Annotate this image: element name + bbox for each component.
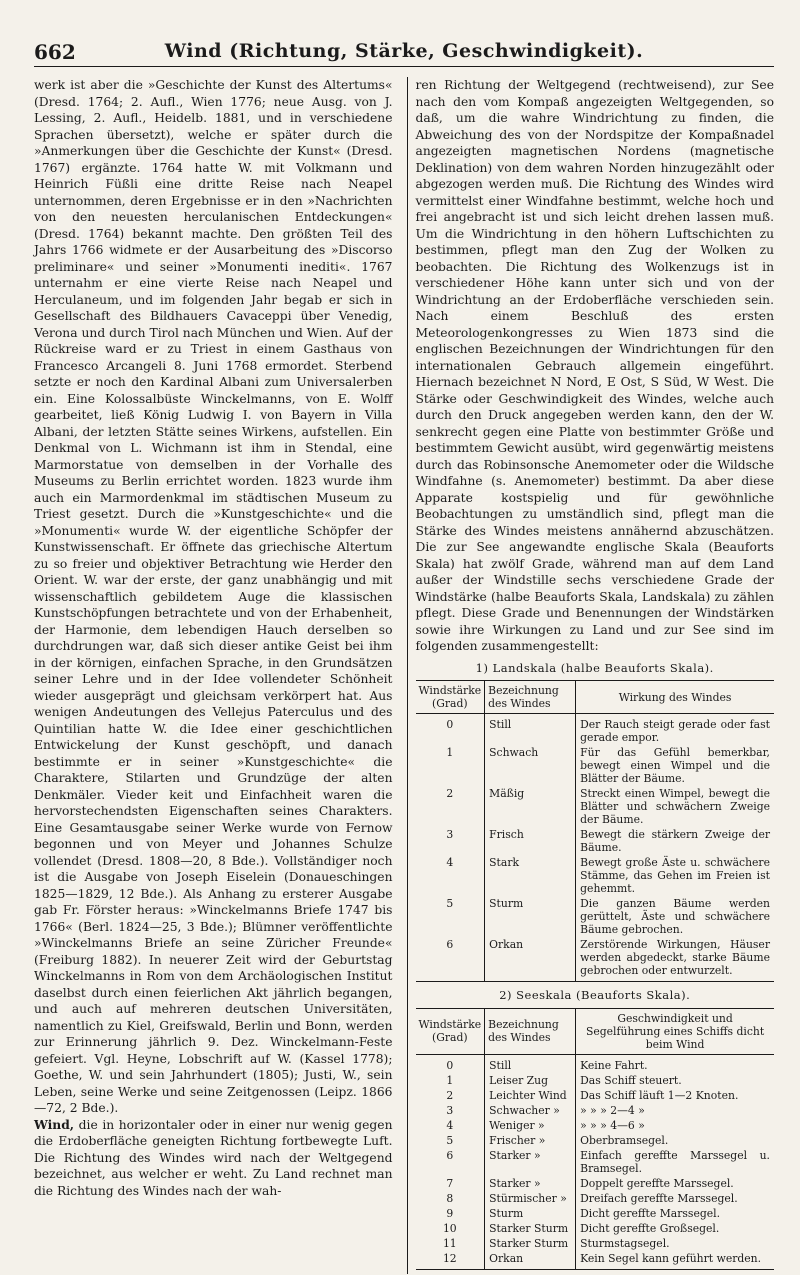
table-row <box>416 827 775 855</box>
table-row <box>416 786 775 827</box>
table-cell: 0 <box>416 714 485 746</box>
table-cell: Dicht gereffte Marssegel. <box>580 1206 721 1220</box>
table-body <box>416 714 775 982</box>
table-header: Windstärke (Grad) <box>416 1008 485 1054</box>
table-row <box>416 937 775 982</box>
table-cell: Dreifach gereffte Marssegel. <box>580 1191 738 1205</box>
table-cell: Der Rauch steigt gerade oder fast gerade empor. <box>580 718 770 744</box>
paragraph-wind-continued: ren Richtung der Weltgegend (rechtweisend), zur See nach den vom Kompaß angezeigten Weltgegenden, so daß, um die wahre Windrichtung zu finden, die Abweichung des von der Nordspitze der Kompaßnadel angezeigten magnetischen Nordens (magnetische Deklination) von dem wahren Norden hinzugezählt oder abgezogen werden muß. Die Richtung des Windes wird vermittelst einer Windfahne bestimmt, welche hoch und frei angebracht ist und sich leicht drehen lassen muß. Um die Windrichtung in den höhern Luftschichten zu bestimmen, pflegt man den Zug der Wolken zu beobachten. Die Richtung des Wolkenzugs ist in verschiedener Höhe kann unter sich und von der Windrichtung an der Erdoberfläche verschieden sein. Nach einem Beschluß des ersten Meteorologenkongresses zu Wien 1873 sind die englischen Bezeichnungen der Windrichtungen für den internationalen Gebrauch allgemein eingeführt. Hiernach bezeichnet N Nord, E Ost, S Süd, W West. Die Stärke oder Geschwindigkeit des Windes, welche auch durch den Druck angegeben werden kann, den der W. senkrecht gegen eine Platte von bestimmter Größe und bestimmtem Gewicht ausübt, wird gegenwärtig meistens durch das Robinsonsche Anemometer oder die Wildsche Windfahne (s. Anemometer) bestimmt. Da aber diese Apparate kostspielig und für gewöhnliche Beobachtungen zu umständlich sind, pflegt man die Stärke des Windes meistens annähernd abzuschätzen. Die zur See angewandte englische Skala (Beauforts Skala) hat zwölf Grade, während man auf dem Land außer der Windstille sechs verschiedene Grade der Windstärke (halbe Beauforts Skala, Landskala) zu zählen pflegt. Diese Grade und Benennungen der Windstärken sowie ihre Wirkungen zu Land und zur See sind im folgenden zusammengestellt: <box>415 78 774 653</box>
table-cell: 5 <box>416 1133 485 1148</box>
table-cell: Starker Sturm <box>485 1236 576 1251</box>
table-cell: 0 <box>416 1054 485 1073</box>
table-row <box>416 1206 775 1221</box>
table-cell: Für das Gefühl bemerkbar, bewegt einen Wimpel und die Blätter der Bäume. <box>580 746 770 785</box>
table-cell: Sturmstagsegel. <box>580 1236 670 1250</box>
table-cell: Frischer » <box>485 1133 576 1148</box>
left-column <box>34 77 393 1274</box>
table-cell: 10 <box>416 1221 485 1236</box>
table-row <box>416 1148 775 1176</box>
table-cell: » » » 2—4 » <box>580 1103 645 1117</box>
table-cell: Weniger » <box>485 1118 576 1133</box>
table-cell: Orkan <box>485 1251 576 1270</box>
text-columns <box>34 77 774 1274</box>
table-cell: Stark <box>485 855 576 896</box>
table-row <box>416 896 775 937</box>
table-cell: 4 <box>416 1118 485 1133</box>
table-cell: Starker Sturm <box>485 1221 576 1236</box>
table-header: Windstärke (Grad) <box>416 681 485 714</box>
table-cell: Kein Segel kann geführt werden. <box>580 1251 762 1265</box>
table-cell: 6 <box>416 937 485 982</box>
table-cell: 9 <box>416 1206 485 1221</box>
table-cell: 6 <box>416 1148 485 1176</box>
table-row <box>416 745 775 786</box>
lemma-text: die in horizontaler oder in einer nur wenig gegen die Erdoberfläche geneigten Richtung fortbewegte Luft. Die Richtung des Windes wird nach der Weltgegend bezeichnet, aus welcher er weht. Zu Land rechnet man die Richtung des Windes nach der wah- <box>34 1117 393 1198</box>
right-column <box>407 77 775 1274</box>
table-row <box>416 1073 775 1088</box>
paragraph-wind <box>34 1117 393 1200</box>
table-cell: 8 <box>416 1191 485 1206</box>
table-cell: Einfach gereffte Marssegel u. Bramsegel. <box>580 1148 770 1175</box>
table-cell: 7 <box>416 1176 485 1191</box>
table-cell: Streckt einen Wimpel, bewegt die Blätter und schwächern Zweige der Bäume. <box>580 787 770 826</box>
table-cell: Frisch <box>485 827 576 855</box>
table-cell: Dicht gereffte Großsegel. <box>580 1221 720 1235</box>
table-cell: Leiser Zug <box>485 1073 576 1088</box>
table-cell: Doppelt gereffte Marssegel. <box>580 1176 734 1190</box>
table-caption-land: 1) Landskala (halbe Beauforts Skala). <box>475 660 714 675</box>
table-cell: Still <box>485 1054 576 1073</box>
table-cell: Leichter Wind <box>485 1088 576 1103</box>
table-header: Wirkung des Windes <box>576 681 774 714</box>
table-row <box>416 1176 775 1191</box>
table-cell: Das Schiff steuert. <box>580 1073 682 1087</box>
table-cell: Das Schiff läuft 1—2 Knoten. <box>580 1088 739 1102</box>
table-cell: Sturm <box>485 896 576 937</box>
table-cell: 3 <box>416 1103 485 1118</box>
table-cell: 4 <box>416 855 485 896</box>
table-land-scale <box>416 680 775 982</box>
page-header <box>34 38 774 67</box>
table-caption-sea: 2) Seeskala (Beauforts Skala). <box>499 988 691 1002</box>
page-number: 662 <box>34 40 76 64</box>
table-cell: Bewegt große Äste u. schwächere Stämme, das Gehen im Freien ist gehemmt. <box>580 856 770 895</box>
table-row <box>416 855 775 896</box>
paragraph-winckelmann: werk ist aber die »Geschichte der Kunst des Altertums« (Dresd. 1764; 2. Aufl., Wien 1776; neue Ausg. von J. Lessing, 2. Aufl., Heidelb. 1881, und in verschiedene Sprachen übersetzt), welche er später durch die »Anmerkungen über die Geschichte der Kunst« (Dresd. 1767) ergänzte. 1764 hatte W. mit Volkmann und Heinrich Füßli eine dritte Reise nach Neapel unternommen, deren Ergebnisse er in den »Nachrichten von den neuesten herculanischen Entdeckungen« (Dresd. 1764) bekannt machte. Den größten Teil des Jahrs 1766 widmete er der Ausarbeitung des »Discorso preliminare« und seiner »Monumenti inediti«. 1767 unternahm er eine vierte Reise nach Neapel und Herculaneum, und im folgenden Jahr begab er sich in Gesellschaft des Bildhauers Cavaceppi über Venedig, Verona und durch Tirol nach München und Wien. Auf der Rückreise ward er zu Triest in einem Gasthaus von Francesco Arcangeli 8. Juni 1768 ermordet. Sterbend setzte er noch den Kardinal Albani zum Universalerben ein. Eine Kolossalbüste Winckelmanns, von E. Wolff gearbeitet, ließ König Ludwig I. von Bayern in Villa Albani, der letzten Stätte seines Wirkens, aufstellen. Ein Denkmal von L. Wichmann ist ihm in Stendal, eine Marmorstatue von demselben in der Vorhalle des Museums zu Berlin errichtet worden. 1823 wurde ihm auch ein Marmordenkmal im städtischen Museum zu Triest gesetzt. Durch die »Kunstgeschichte« und die »Monumenti« wurde W. der eigentliche Schöpfer der Kunstwissenschaft. Er öffnete das griechische Altertum zu so freier und objektiver Betrachtung wie Herder den Orient. W. war der erste, der ganz unabhängig und mit wissenschaftlich gebildetem Auge die klassischen Kunstschöpfungen betrachtete und von der Erhabenheit, der Harmonie, dem lebendigen Hauch derselben so durchdrungen war, daß sich dieser antike Geist bei ihm in der körnigen, einfachen Sprache, in den Grundsätzen seiner Lehre und in der Idee vollendeter Schönheit wieder ausgeprägt und gleichsam verkörpert hat. Aus wenigen Andeutungen des Vellejus Paterculus und des Quintilian hatte W. die Idee einer geschichtlichen Entwickelung der Kunst geschöpft, und danach bestimmte er in seiner »Kunstgeschichte« die Charaktere, Stilarten und Grundzüge der alten Denkmäler. Vieder keit und Einfachheit waren die hervorstechendsten Eigenschaften seines Charakters. Eine Gesamtausgabe seiner Werke wurde von Fernow begonnen und von Meyer und Johannes Schulze vollendet (Dresd. 1808—20, 8 Bde.). Vollständiger noch ist die Ausgabe von Joseph Eiselein (Donaueschingen 1825—1829, 12 Bde.). Als Anhang zu ersterer Ausgabe gab Fr. Förster heraus: »Winckelmanns Briefe 1747 bis 1766« (Berl. 1824—25, 3 Bde.); Blümner veröffentlichte »Winckelmanns Briefe an seine Züricher Freunde« (Freiburg 1882). In neuerer Zeit wird der Geburtstag Winckelmanns in Rom von dem Archäologischen Institut daselbst durch einen feierlichen Akt jährlich begangen, und auch auf mehreren deutschen Universitäten, namentlich zu Kiel, Greifswald, Berlin und Bonn, werden zur Erinnerung jährlich 9. Dez. Winckelmann-Feste gefeiert. Vgl. Heyne, Lobschrift auf W. (Kassel 1778); Goethe, W. und sein Jahrhundert (1805); Justi, W., sein Leben, seine Werke und seine Zeitgenossen (Leipz. 1866—72, 2 Bde.). <box>34 78 393 1115</box>
table-cell: 1 <box>416 1073 485 1088</box>
table-cell: Zerstörende Wirkungen, Häuser werden abgedeckt, starke Bäume gebrochen oder entwurzelt. <box>580 938 770 977</box>
table-cell: 1 <box>416 745 485 786</box>
table-cell: Die ganzen Bäume werden gerüttelt, Äste und schwächere Bäume gebrochen. <box>580 897 770 936</box>
table-row <box>416 1221 775 1236</box>
table-header: Bezeichnung des Windes <box>485 681 576 714</box>
page-title: Wind (Richtung, Stärke, Geschwindigkeit). <box>164 40 644 62</box>
table-cell: Mäßig <box>485 786 576 827</box>
table-row <box>416 1133 775 1148</box>
table-cell: 2 <box>416 786 485 827</box>
table-header: Geschwindigkeit und Segelführung eines Schiffs dicht beim Wind <box>576 1008 774 1054</box>
table-row <box>416 1103 775 1118</box>
table-row <box>416 1054 775 1073</box>
table-cell: Orkan <box>485 937 576 982</box>
table-cell: Sturm <box>485 1206 576 1221</box>
table-cell: 11 <box>416 1236 485 1251</box>
table-cell: 2 <box>416 1088 485 1103</box>
table-cell: 3 <box>416 827 485 855</box>
table-cell: Schwach <box>485 745 576 786</box>
table-row <box>416 1118 775 1133</box>
table-cell: Bewegt die stärkern Zweige der Bäume. <box>580 828 770 854</box>
table-cell: Keine Fahrt. <box>580 1058 648 1072</box>
table-cell: Oberbramsegel. <box>580 1133 669 1147</box>
lemma-wind: Wind, <box>34 1116 75 1132</box>
table-row <box>416 1251 775 1270</box>
table-row <box>416 714 775 746</box>
table-cell: Starker » <box>485 1148 576 1176</box>
table-cell: Still <box>485 714 576 746</box>
table-row <box>416 1191 775 1206</box>
table-cell: 12 <box>416 1251 485 1270</box>
table-cell: » » » 4—6 » <box>580 1118 645 1132</box>
table-cell: Stürmischer » <box>485 1191 576 1206</box>
table-sea-scale <box>416 1008 775 1270</box>
table-header: Bezeichnung des Windes <box>485 1008 576 1054</box>
table-cell: Starker » <box>485 1176 576 1191</box>
table-body <box>416 1054 775 1269</box>
table-row <box>416 1236 775 1251</box>
table-cell: Schwacher » <box>485 1103 576 1118</box>
table-cell: 5 <box>416 896 485 937</box>
table-row <box>416 1088 775 1103</box>
